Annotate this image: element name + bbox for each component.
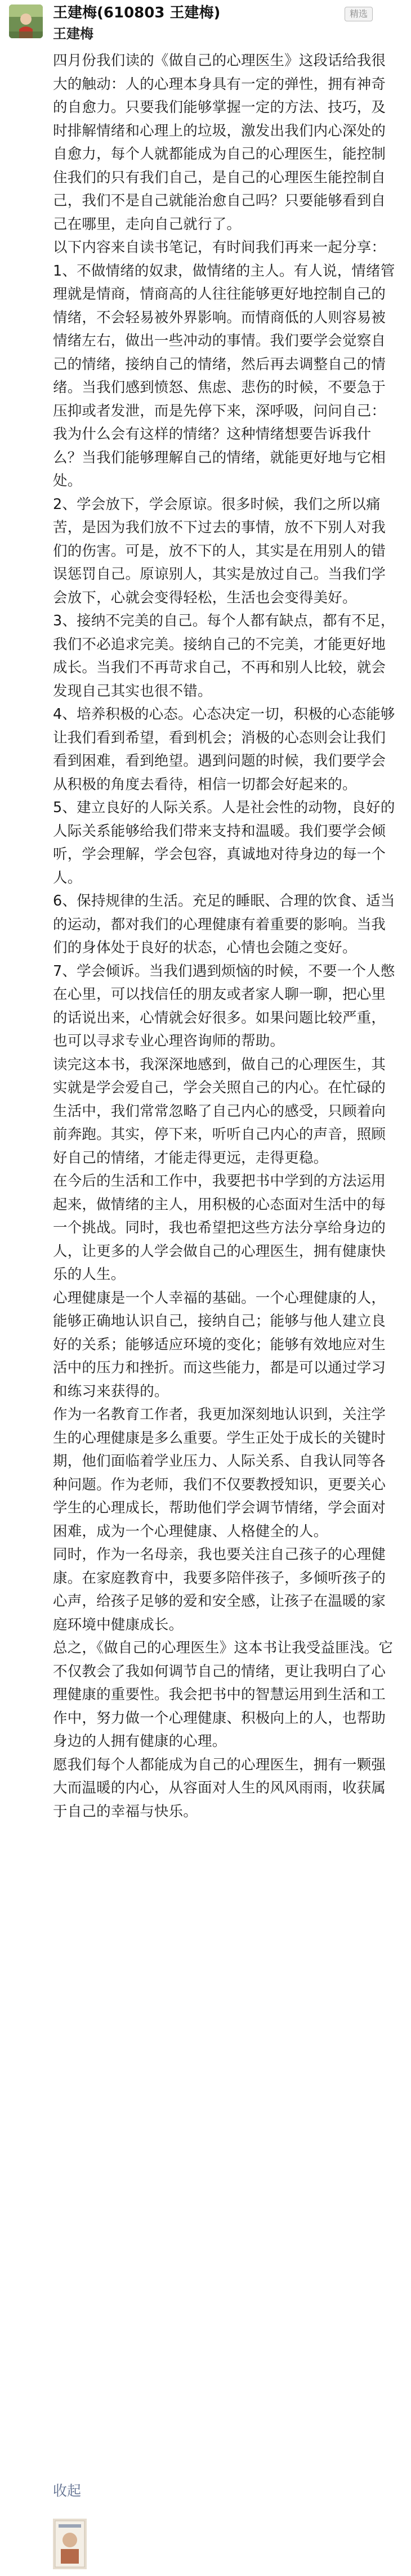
post-body-text: 四月份我们读的《做自己的心理医生》这段话给我很大的触动：人的心理本身具有一定的弹性，拥有神奇的自愈力。只要我们能够掌握一定的方法、技巧，及时排解情绪和心理上的垃圾，激发出我们内心深处的自愈力，每个人就都能成为自己的心理医生，能控制住我们的只有我们自己，是自己的心理医生能控制自己，我们不是自己就能治愈自己吗？只要能够看到自己在哪里，走向自己就行了。 以下内容来自读书笔记，有时间我们再来一起分享： 1、不做情绪的奴隶，做情绪的主人。有人说，情绪管理就是情商，情商高的人往往能够更好地控制自己的情绪，不会轻易被外界影响。而情商低的人则容易被情绪左右，做出一些冲动的事情。我们要学会觉察自己的情绪，接纳自己的情绪，然后再去调整自己的情绪。当我们感到愤怒、焦虑、悲伤的时候，不要急于压抑或者发泄，而是先停下来，深呼吸，问问自己：我为什么会有这样的情绪？这种情绪想要告诉我什么？当我们能够理解自己的情绪，就能更好地与它相处。 2、学会放下，学会原谅。很多时候，我们之所以痛苦，是因为我们放不下过去的事情，放不下别人对我们的伤害。可是，放不下的人，其实是在用别人的错误惩罚自己。原谅别人，其实是放过自己。当我们学会放下，心就会变得轻松，生活也会变得美好。 3、接纳不完美的自己。每个人都有缺点，都有不足，我们不必追求完美。接纳自己的不完美，才能更好地成长。当我们不再苛求自己，不再和别人比较，就会发现自己其实也很不错。 4、培养积极的心态。心态决定一切，积极的心态能够让我们看到希望，看到机会；消极的心态则会让我们看到困难，看到绝望。遇到问题的时候，我们要学会从积极的角度去看待，相信一切都会好起来的。 5、建立良好的人际关系。人是社会性的动物，良好的人际关系能够给我们带来支持和温暖。我们要学会倾听，学会理解，学会包容，真诚地对待身边的每一个人。 6、保持规律的生活。充足的睡眠、合理的饮食、适当的运动，都对我们的心理健康有着重要的影响。当我们的身体处于良好的状态，心情也会随之变好。 7、学会倾诉。当我们遇到烦恼的时候，不要一个人憋在心里，可以找信任的朋友或者家人聊一聊，把心里的话说出来，心情就会好很多。如果问题比较严重，也可以寻求专业心理咨询师的帮助。 读完这本书，我深深地感到，做自己的心理医生，其实就是学会爱自己，学会关照自己的内心。在忙碌的生活中，我们常常忽略了自己内心的感受，只顾着向前奔跑。其实，停下来，听听自己内心的声音，照顾好自己的情绪，才能走得更远，走得更稳。 在今后的生活和工作中，我要把书中学到的方法运用起来，做情绪的主人，用积极的心态面对生活中的每一个挑战。同时，我也希望把这些方法分享给身边的人，让更多的人学会做自己的心理医生，拥有健康快乐的人生。 心理健康是一个人幸福的基础。一个心理健康的人，能够正确地认识自己，接纳自己；能够与他人建立良好的关系；能够适应环境的变化；能够有效地应对生活中的压力和挫折。而这些能力，都是可以通过学习和练习来获得的。 作为一名教育工作者，我更加深刻地认识到，关注学生的心理健康是多么重要。学生正处于成长的关键时期，他们面临着学业压力、人际关系、自我认同等各种问题。作为老师，我们不仅要教授知识，更要关心学生的心理成长，帮助他们学会调节情绪，学会面对困难，成为一个心理健康、人格健全的人。 同时，作为一名母亲，我也要关注自己孩子的心理健康。在家庭教育中，我要多陪伴孩子，多倾听孩子的心声，给孩子足够的爱和安全感，让孩子在温暖的家庭环境中健康成长。 总之，《做自己的心理医生》这本书让我受益匪浅。它不仅教会了我如何调节自己的情绪，更让我明白了心理健康的重要性。我会把书中的智慧运用到生活和工作中，努力做一个心理健康、积极向上的人，也帮助身边的人拥有健康的心理。 愿我们每个人都能成为自己的心理医生，拥有一颗强大而温暖的内心，从容面对人生的风风雨雨，收获属于自己的幸福与快乐。 (53, 52, 395, 1820)
featured-badge: 精选 (345, 7, 373, 21)
avatar-image (9, 4, 43, 38)
post-title: 王建梅 (53, 26, 93, 42)
post-image-thumbnail[interactable] (53, 2519, 87, 2569)
author-name[interactable]: 王建梅(610803 王建梅) (53, 4, 221, 21)
collapse-link[interactable]: 收起 (53, 2483, 82, 2499)
thumbnail-image (53, 2519, 87, 2569)
author-avatar[interactable] (9, 4, 43, 38)
